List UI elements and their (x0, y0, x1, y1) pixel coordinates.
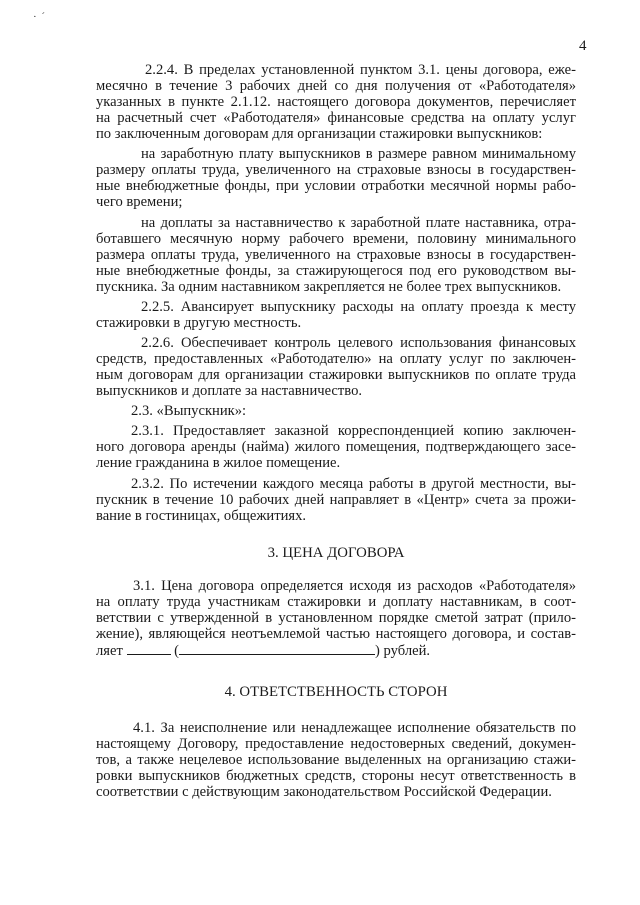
paragraph-line: месячно в течение 3 рабочих дней со дня получения от «Работодателя» (96, 78, 576, 94)
paragraph-line: стажировки в другую местность. (96, 315, 302, 331)
paragraph-line: тов, а также нецелевое использование выделенных на организацию стажи- (96, 752, 576, 768)
price-paren-open: ( (174, 643, 180, 659)
paragraph-line: 2.2.6. Обеспечивает контроль целевого использования финансовых (141, 335, 576, 351)
paragraph-line: средств, предоставленных «Работодателю» на оплату услуг по заключен- (96, 351, 576, 367)
paragraph-line: 2.3.2. По истечении каждого месяца работы в другой местности, вы- (131, 476, 576, 492)
paragraph-line: на заработную плату выпускников в размере равном минимальному (141, 146, 576, 162)
paragraph-line: пускник в течение 10 рабочих дней направляет в «Центр» счета за прожи- (96, 492, 576, 508)
paragraph-line: размера оплаты труда, увеличенного на страховые взносы в государствен- (96, 247, 576, 263)
paragraph-line: ным договорам для организации стажировки выпускников по оплате труда (96, 367, 576, 383)
paragraph-line: по заключенным договорам для организации стажировки выпускников: (96, 126, 543, 142)
price-line (96, 642, 576, 659)
scan-mark: · ´ (33, 11, 47, 23)
paragraph-line: размеру оплаты труда, увеличенного на страховые взносы в государствен- (96, 162, 576, 178)
paragraph-line: ные внебюджетные фонды, при условии отработки месячной нормы рабо- (96, 178, 576, 194)
paragraph-line: выпускников и доплате за наставничество. (96, 383, 363, 399)
page-number: 4 (579, 38, 587, 54)
paragraph-line: указанных в пункте 2.1.12. настоящего договора документов, перечисляет (96, 94, 576, 110)
paragraph-line: вание в гостиницах, общежитиях. (96, 508, 307, 524)
paragraph-line: 2.3. «Выпускник»: (131, 403, 247, 419)
paragraph-line: 3.1. Цена договора определяется исходя из расходов «Работодателя» (133, 578, 576, 594)
price-amount-blank (127, 642, 171, 655)
paragraph-line: настоящему Договору, предоставление недостоверных сведений, докумен- (96, 736, 576, 752)
paragraph-line: ботавшего месячную норму рабочего времени, половину минимального (96, 231, 576, 247)
paragraph-line: соответствии с действующим законодательством Российской Федерации. (96, 784, 552, 800)
section-heading: 4. ОТВЕТСТВЕННОСТЬ СТОРОН (224, 684, 448, 700)
paragraph-line: 4.1. За неисполнение или ненадлежащее исполнение обязательств по (133, 720, 576, 736)
paragraph-line: 2.2.5. Авансирует выпускнику расходы на оплату проезда к месту (141, 299, 576, 315)
price-line-end: ) рублей. (375, 643, 431, 659)
paragraph-line: ветствии с утвержденной в установленном порядке сметой затрат (прило- (96, 610, 576, 626)
paragraph-line: пускника. За одним наставником закрепляется не более трех выпускников. (96, 279, 562, 295)
paragraph-line: чего времени; (96, 194, 183, 210)
paragraph-line: ные внебюджетные фонды, за стажирующегося под его руководством вы- (96, 263, 576, 279)
section-heading: 3. ЦЕНА ДОГОВОРА (267, 545, 405, 561)
paragraph-line: 2.3.1. Предоставляет заказной корреспонденцией копию заключен- (131, 423, 576, 439)
paragraph-line: ного договора аренды (найма) жилого помещения, подтверждающего засе- (96, 439, 576, 455)
paragraph-line: жение), являющейся неотъемлемой частью настоящего договора, и состав- (96, 626, 576, 642)
paragraph-line: на оплату труда участникам стажировки и доплату наставникам, в соот- (96, 594, 576, 610)
paragraph-line: ровки выпускников бюджетных средств, стороны несут ответственность в (96, 768, 576, 784)
paragraph-line: на расчетный счет «Работодателя» финансовые средства на оплату услуг (96, 110, 576, 126)
paragraph-line: ление гражданина в жилое помещение. (96, 455, 341, 471)
paragraph-line: 2.2.4. В пределах установленной пунктом 3.1. цены договора, еже- (145, 62, 576, 78)
paragraph-line: на доплаты за наставничество к заработной плате наставника, отра- (141, 215, 576, 231)
price-words-blank (179, 642, 375, 655)
price-line-start: ляет (96, 643, 123, 659)
